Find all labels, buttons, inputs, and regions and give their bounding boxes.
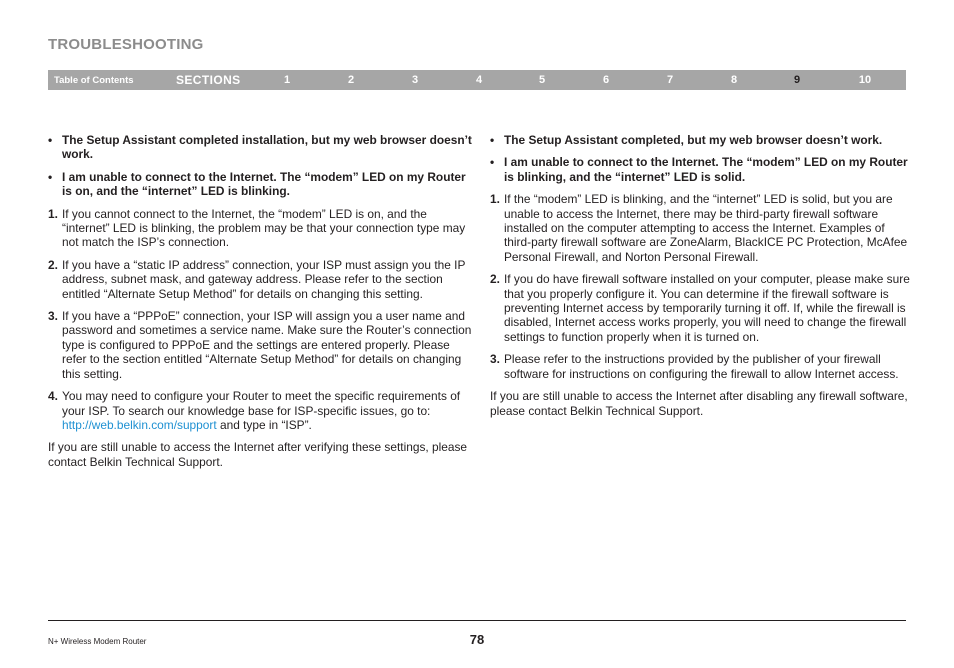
- bullet-mark: •: [490, 155, 495, 170]
- section-link-1[interactable]: 1: [283, 74, 291, 86]
- section-link-5[interactable]: 5: [538, 74, 546, 86]
- left-column: [48, 133, 472, 477]
- solution-step: [48, 389, 472, 432]
- bullet-text: I am unable to connect to the Internet. The “modem” LED on my Router is on, and the “internet” LED is blinking.: [62, 169, 466, 199]
- section-nav-bar: [48, 70, 906, 90]
- footer-product-name: N+ Wireless Modem Router: [48, 637, 147, 646]
- step-text: You may need to configure your Router to meet the specific requirements of your ISP. To search our knowledge base for ISP-specific issues, go to:: [62, 389, 461, 418]
- section-link-10[interactable]: 10: [858, 74, 872, 86]
- right-column: [490, 133, 914, 426]
- step-text: If you have a “static IP address” connection, your ISP must assign you the IP address, subnet mask, and gateway address. Please refer to the section entitled “Alternate Setup Method” for details on changing this setting.: [62, 257, 466, 301]
- bullet-text: I am unable to connect to the Internet. The “modem” LED on my Router is blinking, and the “internet” LED is solid.: [504, 155, 908, 184]
- problem-bullet: [490, 133, 914, 147]
- bullet-mark: •: [490, 133, 495, 147]
- problem-bullet: [48, 133, 472, 162]
- problem-bullet: [490, 155, 914, 184]
- section-link-6[interactable]: 6: [602, 74, 610, 86]
- step-number: 2.: [490, 272, 500, 287]
- solution-step: [490, 192, 914, 264]
- section-title: TROUBLESHOOTING: [48, 36, 204, 53]
- solution-step: [48, 309, 472, 381]
- bullet-mark: •: [48, 133, 53, 147]
- section-link-3[interactable]: 3: [411, 74, 419, 86]
- step-number: 3.: [48, 309, 58, 324]
- solution-step: [490, 352, 914, 381]
- step-text: Please refer to the instructions provided by the publisher of your firewall software for instructions on configuring the firewall to allow Internet access.: [504, 352, 899, 381]
- closing-paragraph: If you are still unable to access the Internet after disabling any firewall software, please contact Belkin Technical Support.: [490, 389, 908, 418]
- bullet-text: The Setup Assistant completed installation, but my web browser doesn’t work.: [62, 133, 472, 162]
- step-number: 3.: [490, 352, 500, 367]
- problem-bullet: [48, 170, 472, 199]
- section-link-4[interactable]: 4: [475, 74, 483, 86]
- step-number: 2.: [48, 257, 58, 272]
- sections-label: SECTIONS: [176, 73, 241, 87]
- step-number: 1.: [48, 206, 58, 221]
- closing-paragraph: If you are still unable to access the Internet after verifying these settings, please contact Belkin Technical Support.: [48, 440, 468, 469]
- step-text: If you have a “PPPoE” connection, your ISP will assign you a user name and password and sometimes a service name. Make sure the Router’s connection type is configured to PPPoE and the settings are entered properly. Please refer to the section entitled “Alternate Setup Method” for details on changing this setting.: [62, 309, 472, 381]
- step-text: If the “modem” LED is blinking, and the “internet” LED is solid, but you are unable to access the Internet, there may be third-party firewall software installed on the computer attempting to access the Internet. Examples of third-party firewall software are ZoneAlarm, BlackICE PC Protection, McAfee Personal Firewall, and Norton Personal Firewall.: [504, 192, 908, 264]
- section-link-9-active[interactable]: 9: [793, 74, 801, 86]
- belkin-support-link[interactable]: http://web.belkin.com/support: [62, 417, 217, 432]
- solution-step: [48, 207, 472, 250]
- step-text-after: and type in “ISP”.: [216, 417, 312, 432]
- page-number: 78: [469, 632, 485, 647]
- footer-divider: [48, 620, 906, 621]
- table-of-contents-link[interactable]: Table of Contents: [54, 75, 134, 86]
- section-link-8[interactable]: 8: [730, 74, 738, 86]
- step-number: 4.: [48, 389, 58, 404]
- solution-step: [48, 258, 472, 301]
- bullet-text: The Setup Assistant completed, but my web browser doesn’t work.: [504, 133, 883, 147]
- section-link-7[interactable]: 7: [666, 74, 674, 86]
- bullet-mark: •: [48, 169, 53, 184]
- solution-step: [490, 272, 914, 344]
- step-text: If you do have firewall software installed on your computer, please make sure that you properly configure it. You can determine if the firewall software is preventing Internet access by temporarily turning it off. If, while the firewall is disabled, Internet access works properly, you will need to change the firewall settings to function properly when it is turned on.: [504, 272, 910, 344]
- step-number: 1.: [490, 192, 500, 207]
- step-text: If you cannot connect to the Internet, the “modem” LED is on, and the “internet” LED is blinking, the problem may be that your connection type may not match the ISP’s connection.: [62, 206, 466, 250]
- section-link-2[interactable]: 2: [347, 74, 355, 86]
